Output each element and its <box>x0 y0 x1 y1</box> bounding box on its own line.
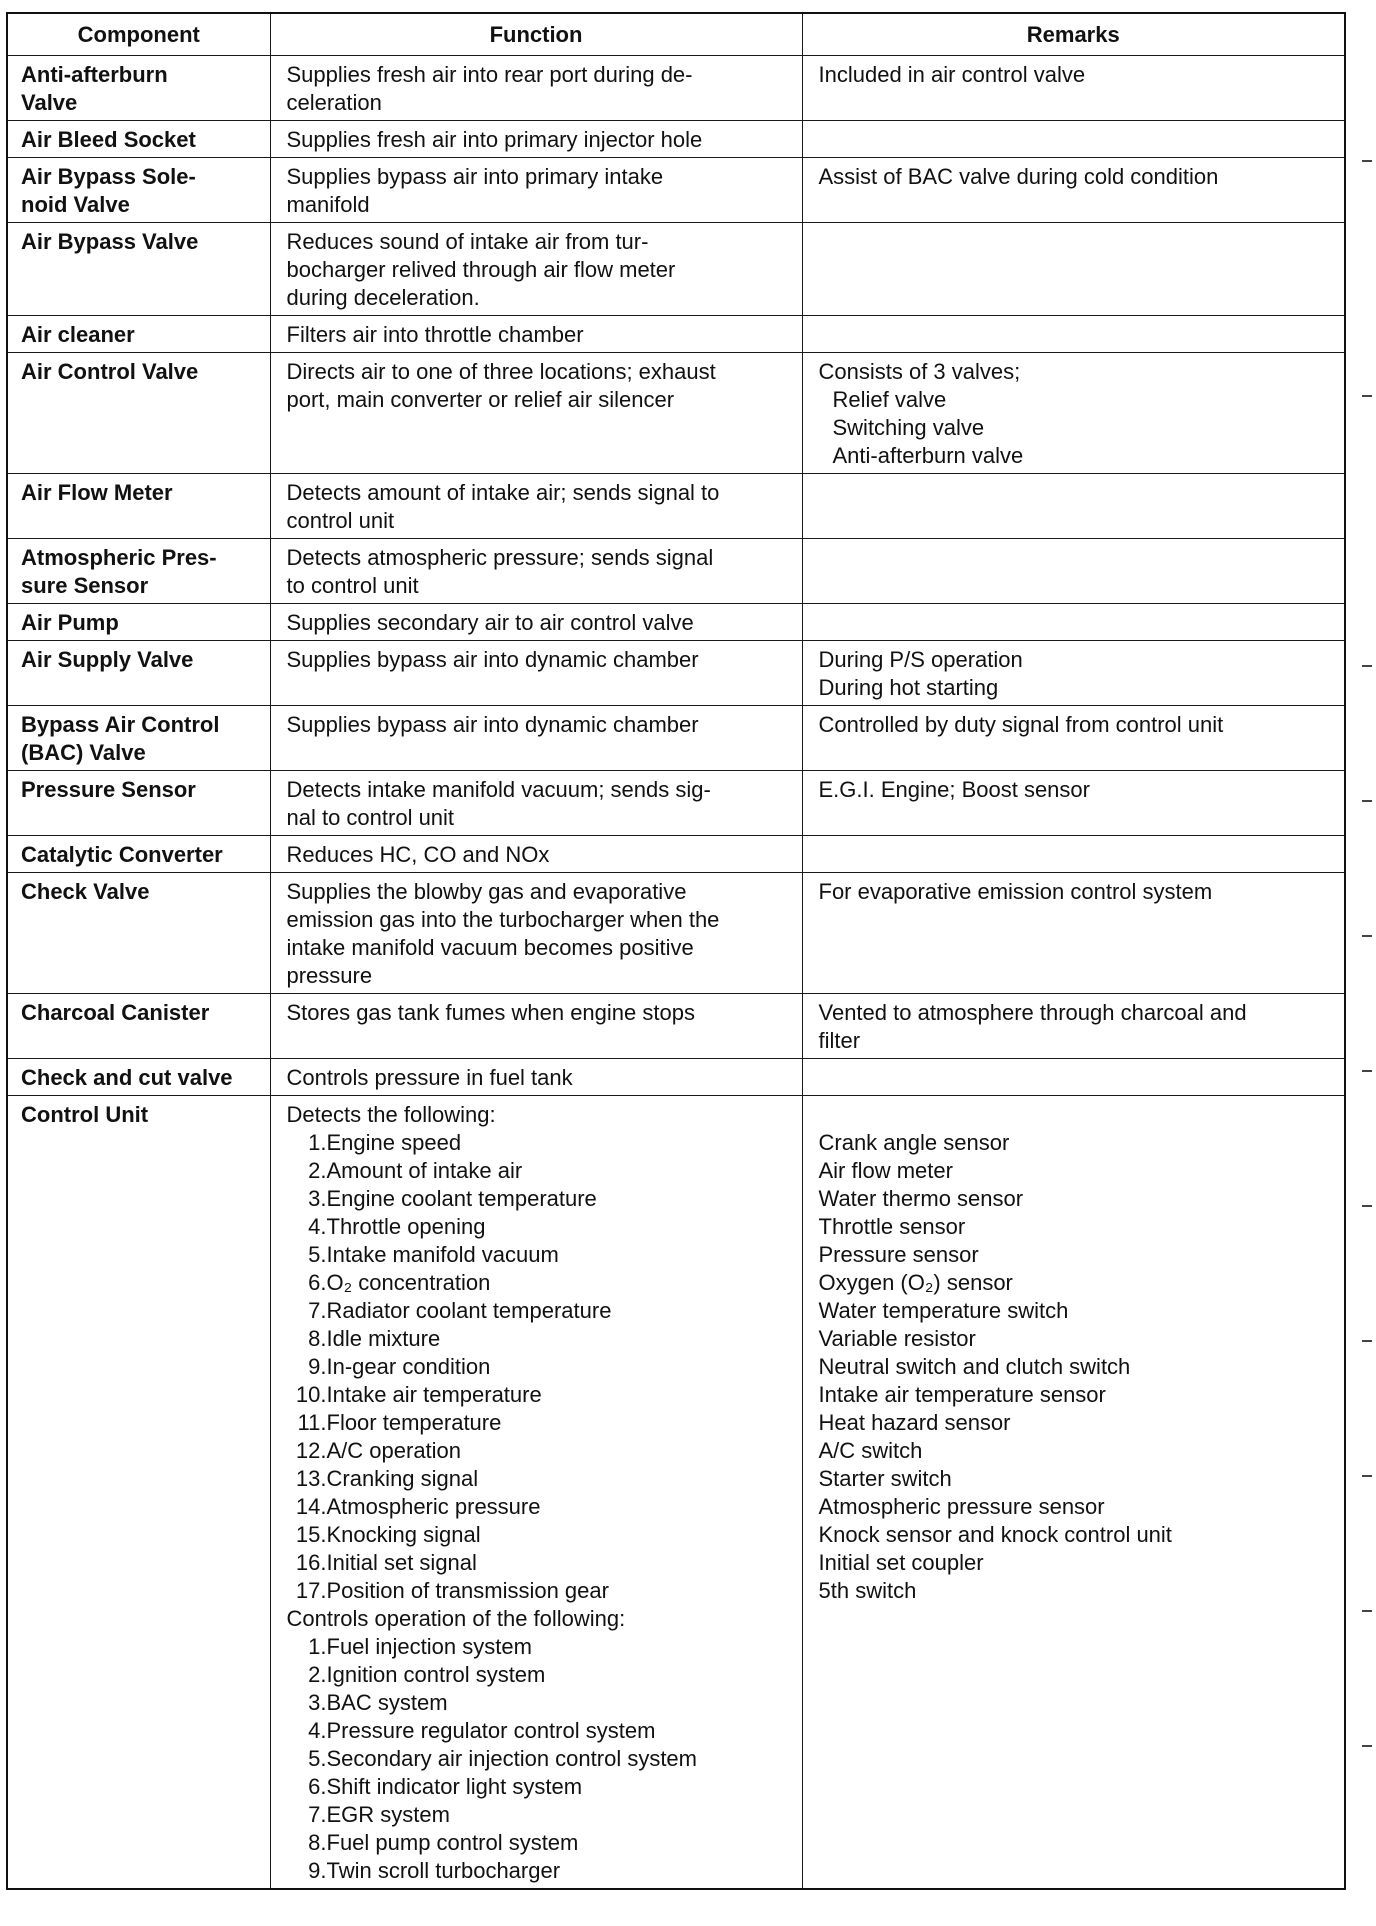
remarks-cell <box>802 56 1345 121</box>
detects-remark: Crank angle sensor <box>818 1130 1010 1155</box>
item-number: 7. <box>308 1298 327 1323</box>
detects-remark: Heat hazard sensor <box>818 1410 1011 1435</box>
function-line: Controls pressure in fuel tank <box>286 1065 573 1090</box>
component-line: Bypass Air Control <box>21 712 220 737</box>
document-page <box>6 12 1344 1890</box>
function-cell <box>270 316 802 353</box>
item-number: 3. <box>308 1690 327 1715</box>
table-row <box>7 1059 1345 1096</box>
table-row <box>7 539 1345 604</box>
function-line: Stores gas tank fumes when engine stops <box>286 1000 695 1025</box>
detects-heading: Detects the following: <box>286 1102 496 1127</box>
component-line: (BAC) Valve <box>21 740 146 765</box>
detects-remark: Water temperature switch <box>818 1298 1069 1323</box>
function-cell <box>270 223 802 316</box>
item-number: 2. <box>308 1662 327 1687</box>
component-cell <box>7 836 270 873</box>
remarks-cell <box>802 474 1345 539</box>
detects-item <box>287 1353 794 1381</box>
component-line: Check Valve <box>21 879 150 904</box>
margin-tick <box>1362 800 1372 802</box>
table-row <box>7 353 1345 474</box>
item-number: 1. <box>308 1634 327 1659</box>
item-number: 13. <box>295 1466 327 1491</box>
item-text: Amount of intake air <box>326 1158 523 1183</box>
remarks-cell <box>802 641 1345 706</box>
function-cell <box>270 121 802 158</box>
item-number: 9. <box>308 1354 327 1379</box>
function-line: manifold <box>286 192 370 217</box>
item-number: 2. <box>308 1158 327 1183</box>
item-text: O₂ concentration <box>326 1270 491 1295</box>
detects-item <box>287 1185 794 1213</box>
component-line: Valve <box>21 90 78 115</box>
item-text: Intake air temperature <box>326 1382 542 1407</box>
detects-remark: Air flow meter <box>818 1158 953 1183</box>
item-text: Pressure regulator control system <box>326 1718 656 1743</box>
item-text: Atmospheric pressure <box>326 1494 541 1519</box>
item-number: 8. <box>308 1830 327 1855</box>
remarks-line: Assist of BAC valve during cold condition <box>818 164 1219 189</box>
controls-item <box>287 1717 794 1745</box>
remarks-cell <box>802 873 1345 994</box>
function-line: Supplies bypass air into primary intake <box>286 164 664 189</box>
margin-tick <box>1362 1340 1372 1342</box>
table-row <box>7 873 1345 994</box>
detects-remark: Throttle sensor <box>818 1214 966 1239</box>
detects-item <box>287 1129 794 1157</box>
remarks-line: For evaporative emission control system <box>818 879 1213 904</box>
component-line: Pressure Sensor <box>21 777 196 802</box>
component-line: Catalytic Converter <box>21 842 223 867</box>
detects-remark: 5th switch <box>818 1578 917 1603</box>
component-cell <box>7 539 270 604</box>
component-cell <box>7 771 270 836</box>
detects-remark: Initial set coupler <box>818 1550 984 1575</box>
component-cell <box>7 706 270 771</box>
component-cell <box>7 121 270 158</box>
margin-tick <box>1362 1205 1372 1207</box>
item-number: 12. <box>295 1438 327 1463</box>
remarks-line: During hot starting <box>818 675 999 700</box>
component-cell <box>7 1096 270 1890</box>
controls-item <box>287 1661 794 1689</box>
function-line: Supplies fresh air into rear port during de- <box>286 62 693 87</box>
component-cell <box>7 353 270 474</box>
component-line: Air Bypass Sole- <box>21 164 196 189</box>
remarks-line: Switching valve <box>832 415 985 440</box>
function-cell <box>270 771 802 836</box>
item-text: Fuel pump control system <box>326 1830 579 1855</box>
table-row <box>7 836 1345 873</box>
controls-heading: Controls operation of the following: <box>286 1606 626 1631</box>
function-line: Detects intake manifold vacuum; sends sig- <box>286 777 711 802</box>
item-text: A/C operation <box>326 1438 462 1463</box>
component-line: Air Pump <box>21 610 119 635</box>
item-text: Cranking signal <box>326 1466 479 1491</box>
remarks-line: Controlled by duty signal from control unit <box>818 712 1224 737</box>
component-cell <box>7 1059 270 1096</box>
item-text: Radiator coolant temperature <box>326 1298 612 1323</box>
item-number: 4. <box>308 1214 327 1239</box>
function-cell <box>270 706 802 771</box>
remarks-line: Included in air control valve <box>818 62 1086 87</box>
detects-remark: Starter switch <box>818 1466 952 1491</box>
item-number: 7. <box>308 1802 327 1827</box>
detects-item <box>287 1381 794 1409</box>
table-body <box>7 56 1345 1890</box>
item-text: Engine speed <box>326 1130 462 1155</box>
component-line: Air cleaner <box>21 322 135 347</box>
controls-item <box>287 1801 794 1829</box>
function-cell <box>270 604 802 641</box>
function-line: Directs air to one of three locations; exhaust <box>286 359 716 384</box>
component-line: Air Bleed Socket <box>21 127 196 152</box>
margin-tick <box>1362 1610 1372 1612</box>
component-cell <box>7 316 270 353</box>
detects-item <box>287 1409 794 1437</box>
remarks-line: filter <box>818 1028 861 1053</box>
remarks-spacer <box>819 1101 1337 1129</box>
item-number: 9. <box>308 1858 327 1883</box>
component-line: Check and cut valve <box>21 1065 233 1090</box>
component-line: Control Unit <box>21 1102 149 1127</box>
item-text: BAC system <box>326 1690 448 1715</box>
function-cell <box>270 158 802 223</box>
detects-item <box>287 1241 794 1269</box>
function-line: control unit <box>286 508 395 533</box>
margin-tick <box>1362 1475 1372 1477</box>
component-line: Anti-afterburn <box>21 62 168 87</box>
detects-remark: Intake air temperature sensor <box>818 1382 1106 1407</box>
item-number: 17. <box>295 1578 327 1603</box>
component-cell <box>7 474 270 539</box>
item-text: EGR system <box>326 1802 450 1827</box>
remarks-cell <box>802 223 1345 316</box>
function-cell <box>270 474 802 539</box>
margin-tick <box>1362 1745 1372 1747</box>
table-row <box>7 706 1345 771</box>
function-line: Supplies bypass air into dynamic chamber <box>286 647 699 672</box>
item-number: 10. <box>295 1382 327 1407</box>
component-line: Atmospheric Pres- <box>21 545 217 570</box>
detects-item <box>287 1577 794 1605</box>
function-cell <box>270 1059 802 1096</box>
detects-item <box>287 1297 794 1325</box>
function-line: celeration <box>286 90 382 115</box>
detects-item <box>287 1437 794 1465</box>
component-cell <box>7 604 270 641</box>
header-row <box>7 13 1345 56</box>
controls-item <box>287 1829 794 1857</box>
remarks-cell <box>802 706 1345 771</box>
remarks-cell <box>802 353 1345 474</box>
remarks-cell <box>802 316 1345 353</box>
detects-remark: Pressure sensor <box>818 1242 979 1267</box>
function-line: nal to control unit <box>286 805 455 830</box>
controls-item <box>287 1745 794 1773</box>
controls-item <box>287 1773 794 1801</box>
item-number: 15. <box>295 1522 327 1547</box>
margin-tick <box>1362 935 1372 937</box>
component-line: Air Supply Valve <box>21 647 194 672</box>
item-number: 4. <box>308 1718 327 1743</box>
table-row <box>7 223 1345 316</box>
function-cell <box>270 641 802 706</box>
item-number: 14. <box>295 1494 327 1519</box>
function-cell <box>270 353 802 474</box>
remarks-line: Vented to atmosphere through charcoal and <box>818 1000 1247 1025</box>
detects-item <box>287 1493 794 1521</box>
function-cell <box>270 1096 802 1890</box>
component-line: Air Bypass Valve <box>21 229 199 254</box>
item-text: Ignition control system <box>326 1662 546 1687</box>
remarks-line: During P/S operation <box>818 647 1023 672</box>
component-line: noid Valve <box>21 192 130 217</box>
item-number: 5. <box>308 1242 327 1267</box>
table-row <box>7 604 1345 641</box>
remarks-line: E.G.I. Engine; Boost sensor <box>818 777 1090 802</box>
item-number: 16. <box>295 1550 327 1575</box>
detects-remark: A/C switch <box>818 1438 923 1463</box>
detects-remark: Variable resistor <box>818 1326 976 1351</box>
detects-item <box>287 1549 794 1577</box>
margin-tick-marks <box>1356 0 1376 1926</box>
function-line: to control unit <box>286 573 419 598</box>
function-line: Supplies secondary air to air control valve <box>286 610 694 635</box>
component-cell <box>7 223 270 316</box>
remarks-cell <box>802 994 1345 1059</box>
function-line: Filters air into throttle chamber <box>286 322 584 347</box>
component-cell <box>7 56 270 121</box>
function-line: pressure <box>286 963 373 988</box>
remarks-cell <box>802 604 1345 641</box>
table-row <box>7 56 1345 121</box>
table-row <box>7 158 1345 223</box>
remarks-cell <box>802 121 1345 158</box>
detects-remark: Neutral switch and clutch switch <box>818 1354 1131 1379</box>
component-line: Air Flow Meter <box>21 480 173 505</box>
controls-item <box>287 1857 794 1885</box>
detects-remark: Atmospheric pressure sensor <box>818 1494 1105 1519</box>
function-cell <box>270 873 802 994</box>
item-number: 6. <box>308 1774 327 1799</box>
detects-item <box>287 1465 794 1493</box>
remarks-cell <box>802 158 1345 223</box>
table-row <box>7 121 1345 158</box>
function-line: Reduces HC, CO and NOx <box>286 842 550 867</box>
item-number: 3. <box>308 1186 327 1211</box>
function-cell <box>270 836 802 873</box>
item-number: 8. <box>308 1326 327 1351</box>
header-component: Component <box>7 13 270 56</box>
margin-tick <box>1362 665 1372 667</box>
component-cell <box>7 873 270 994</box>
function-line: emission gas into the turbocharger when the <box>286 907 720 932</box>
margin-tick <box>1362 395 1372 397</box>
remarks-cell <box>802 1059 1345 1096</box>
function-cell <box>270 994 802 1059</box>
controls-item <box>287 1689 794 1717</box>
item-text: In-gear condition <box>326 1354 491 1379</box>
item-number: 5. <box>308 1746 327 1771</box>
remarks-cell <box>802 836 1345 873</box>
function-line: Detects amount of intake air; sends signal to <box>286 480 720 505</box>
remarks-cell <box>802 539 1345 604</box>
component-cell <box>7 641 270 706</box>
detects-item <box>287 1213 794 1241</box>
table-row <box>7 474 1345 539</box>
detects-remark: Knock sensor and knock control unit <box>818 1522 1172 1547</box>
component-line: sure Sensor <box>21 573 149 598</box>
table-row <box>7 994 1345 1059</box>
table-row <box>7 316 1345 353</box>
component-cell <box>7 158 270 223</box>
function-line: Reduces sound of intake air from tur- <box>286 229 649 254</box>
item-text: Shift indicator light system <box>326 1774 583 1799</box>
margin-tick <box>1362 1070 1372 1072</box>
function-line: Supplies the blowby gas and evaporative <box>286 879 687 904</box>
remarks-line: Consists of 3 valves; <box>818 359 1021 384</box>
header-function: Function <box>270 13 802 56</box>
component-cell <box>7 994 270 1059</box>
component-line: Charcoal Canister <box>21 1000 210 1025</box>
function-line: bocharger relived through air flow meter <box>286 257 676 282</box>
item-text: Throttle opening <box>326 1214 486 1239</box>
function-cell <box>270 539 802 604</box>
table-row <box>7 641 1345 706</box>
detects-item <box>287 1325 794 1353</box>
detects-remark: Water thermo sensor <box>818 1186 1024 1211</box>
remarks-cell <box>802 1096 1345 1890</box>
function-cell <box>270 56 802 121</box>
item-text: Fuel injection system <box>326 1634 532 1659</box>
item-text: Intake manifold vacuum <box>326 1242 559 1267</box>
item-text: Idle mixture <box>326 1326 441 1351</box>
item-text: Knocking signal <box>326 1522 481 1547</box>
item-number: 11. <box>297 1410 327 1435</box>
detects-item <box>287 1269 794 1297</box>
detects-item <box>287 1521 794 1549</box>
remarks-line: Anti-afterburn valve <box>832 443 1024 468</box>
function-line: Supplies fresh air into primary injector hole <box>286 127 703 152</box>
table-row <box>7 771 1345 836</box>
item-text: Engine coolant temperature <box>326 1186 597 1211</box>
item-number: 6. <box>308 1270 327 1295</box>
table-row-control-unit <box>7 1096 1345 1890</box>
item-text: Floor temperature <box>326 1410 502 1435</box>
item-text: Secondary air injection control system <box>326 1746 697 1771</box>
item-text: Initial set signal <box>326 1550 477 1575</box>
item-text: Position of transmission gear <box>326 1578 609 1603</box>
controls-item <box>287 1633 794 1661</box>
remarks-line: Relief valve <box>832 387 947 412</box>
header-remarks: Remarks <box>802 13 1345 56</box>
function-line: intake manifold vacuum becomes positive <box>286 935 694 960</box>
margin-tick <box>1362 160 1372 162</box>
function-line: Supplies bypass air into dynamic chamber <box>286 712 699 737</box>
function-line: Detects atmospheric pressure; sends signal <box>286 545 714 570</box>
detects-remark: Oxygen (O₂) sensor <box>818 1270 1013 1295</box>
function-line: during deceleration. <box>286 285 480 310</box>
item-number: 1. <box>308 1130 327 1155</box>
item-text: Twin scroll turbocharger <box>326 1858 561 1883</box>
detects-item <box>287 1157 794 1185</box>
emission-components-table <box>6 12 1346 1890</box>
function-line: port, main converter or relief air silencer <box>286 387 675 412</box>
component-line: Air Control Valve <box>21 359 199 384</box>
remarks-cell <box>802 771 1345 836</box>
